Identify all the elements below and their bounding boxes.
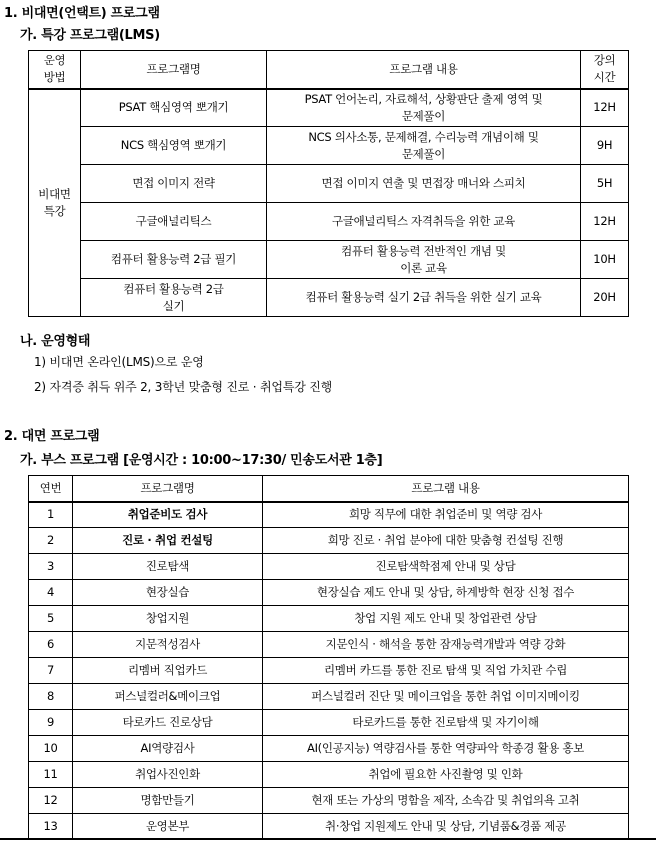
table-header-row bbox=[29, 476, 629, 502]
program-content: 희망 진로 · 취업 분야에 대한 맞춤형 컨설팅 진행 bbox=[263, 528, 629, 554]
table-row bbox=[29, 554, 629, 580]
table-row bbox=[29, 736, 629, 762]
program-hours: 5H bbox=[581, 165, 629, 203]
program-hours: 12H bbox=[581, 89, 629, 127]
list-item: 2) 자격증 취득 위주 2, 3학년 맞춤형 진로 · 취업특강 진행 bbox=[34, 380, 333, 394]
row-number: 3 bbox=[29, 554, 73, 580]
program-content: 진로탐색학점제 안내 및 상담 bbox=[263, 554, 629, 580]
program-content: 희망 직무에 대한 취업준비 및 역량 검사 bbox=[263, 502, 629, 528]
lecture-program-table bbox=[28, 50, 629, 317]
table-row bbox=[29, 528, 629, 554]
program-hours: 9H bbox=[581, 127, 629, 165]
section2-subtitle-a: 가. 부스 프로그램 [운영시간 : 10:00~17:30/ 민송도서관 1층] bbox=[20, 453, 383, 468]
program-name: 운영본부 bbox=[73, 814, 263, 840]
program-name: 면접 이미지 전략 bbox=[81, 165, 267, 203]
table-header-row bbox=[29, 51, 629, 89]
row-number: 6 bbox=[29, 632, 73, 658]
header-hours: 강의 시간 bbox=[581, 51, 629, 89]
program-content: 현재 또는 가상의 명함을 제작, 소속감 및 취업의욕 고취 bbox=[263, 788, 629, 814]
header-no: 연번 bbox=[29, 476, 73, 502]
program-hours: 10H bbox=[581, 241, 629, 279]
program-content: 타로카드를 통한 진로탐색 및 자기이해 bbox=[263, 710, 629, 736]
table-row bbox=[29, 658, 629, 684]
program-name: 진로탐색 bbox=[73, 554, 263, 580]
program-name: AI역량검사 bbox=[73, 736, 263, 762]
program-name: 창업지원 bbox=[73, 606, 263, 632]
header-program-name: 프로그램명 bbox=[81, 51, 267, 89]
row-number: 7 bbox=[29, 658, 73, 684]
table-row bbox=[29, 127, 629, 165]
program-content: 현장실습 제도 안내 및 상담, 하계방학 현장 신청 접수 bbox=[263, 580, 629, 606]
program-name: 컴퓨터 활용능력 2급 실기 bbox=[81, 279, 267, 317]
row-number: 4 bbox=[29, 580, 73, 606]
row-number: 10 bbox=[29, 736, 73, 762]
table-row bbox=[29, 606, 629, 632]
row-number: 2 bbox=[29, 528, 73, 554]
table-row bbox=[29, 165, 629, 203]
program-content: 컴퓨터 활용능력 실기 2급 취득을 위한 실기 교육 bbox=[267, 279, 581, 317]
row-number: 5 bbox=[29, 606, 73, 632]
row-number: 12 bbox=[29, 788, 73, 814]
program-name: 리멤버 직업카드 bbox=[73, 658, 263, 684]
program-name: 퍼스널컬러&메이크업 bbox=[73, 684, 263, 710]
list-item: 1) 비대면 온라인(LMS)으로 운영 bbox=[34, 355, 204, 369]
row-number: 11 bbox=[29, 762, 73, 788]
program-content: AI(인공지능) 역량검사를 통한 역량파악 학종경 활용 홍보 bbox=[263, 736, 629, 762]
booth-program-table bbox=[28, 475, 629, 840]
section1-subtitle-b: 나. 운영형태 bbox=[20, 334, 91, 349]
table-row bbox=[29, 241, 629, 279]
bottom-rule bbox=[0, 838, 656, 840]
table-row bbox=[29, 279, 629, 317]
header-program-content: 프로그램 내용 bbox=[267, 51, 581, 89]
method-cell: 비대면 특강 bbox=[29, 89, 81, 317]
program-name: 취업준비도 검사 bbox=[73, 502, 263, 528]
table-row bbox=[29, 502, 629, 528]
section1-title: 1. 비대면(언택트) 프로그램 bbox=[4, 6, 160, 21]
program-content: 리멤버 카드를 통한 진로 탐색 및 직업 가치관 수립 bbox=[263, 658, 629, 684]
header-program-name: 프로그램명 bbox=[73, 476, 263, 502]
table-row bbox=[29, 684, 629, 710]
table-row bbox=[29, 632, 629, 658]
row-number: 8 bbox=[29, 684, 73, 710]
table-row bbox=[29, 580, 629, 606]
row-number: 13 bbox=[29, 814, 73, 840]
program-name: PSAT 핵심영역 뽀개기 bbox=[81, 89, 267, 127]
program-name: 취업사진인화 bbox=[73, 762, 263, 788]
program-name: 지문적성검사 bbox=[73, 632, 263, 658]
program-hours: 12H bbox=[581, 203, 629, 241]
table-row bbox=[29, 203, 629, 241]
program-hours: 20H bbox=[581, 279, 629, 317]
program-content: NCS 의사소통, 문제해결, 수리능력 개념이해 및 문제풀이 bbox=[267, 127, 581, 165]
program-name: 진로 · 취업 컨설팅 bbox=[73, 528, 263, 554]
program-name: 현장실습 bbox=[73, 580, 263, 606]
row-number: 9 bbox=[29, 710, 73, 736]
header-method: 운영 방법 bbox=[29, 51, 81, 89]
program-name: 명함만들기 bbox=[73, 788, 263, 814]
program-content: 면접 이미지 연출 및 면접장 매너와 스피치 bbox=[267, 165, 581, 203]
program-name: 타로카드 진로상담 bbox=[73, 710, 263, 736]
program-name: 구글애널리틱스 bbox=[81, 203, 267, 241]
program-name: NCS 핵심영역 뽀개기 bbox=[81, 127, 267, 165]
table-row bbox=[29, 762, 629, 788]
program-content: 구글애널리틱스 자격취득을 위한 교육 bbox=[267, 203, 581, 241]
program-content: 창업 지원 제도 안내 및 창업관련 상담 bbox=[263, 606, 629, 632]
program-content: 컴퓨터 활용능력 전반적인 개념 및 이론 교육 bbox=[267, 241, 581, 279]
program-name: 컴퓨터 활용능력 2급 필기 bbox=[81, 241, 267, 279]
table-row bbox=[29, 89, 629, 127]
table-row bbox=[29, 814, 629, 840]
program-content: 퍼스널컬러 진단 및 메이크업을 통한 취업 이미지메이킹 bbox=[263, 684, 629, 710]
header-program-content: 프로그램 내용 bbox=[263, 476, 629, 502]
table-row bbox=[29, 710, 629, 736]
section1-subtitle-a: 가. 특강 프로그램(LMS) bbox=[20, 28, 160, 43]
program-content: 취업에 필요한 사진촬영 및 인화 bbox=[263, 762, 629, 788]
row-number: 1 bbox=[29, 502, 73, 528]
table-row bbox=[29, 788, 629, 814]
section2-title: 2. 대면 프로그램 bbox=[4, 429, 100, 444]
program-content: 취·창업 지원제도 안내 및 상담, 기념품&경품 제공 bbox=[263, 814, 629, 840]
program-content: 지문인식 · 해석을 통한 잠재능력개발과 역량 강화 bbox=[263, 632, 629, 658]
program-content: PSAT 언어논리, 자료해석, 상황판단 출제 영역 및 문제풀이 bbox=[267, 89, 581, 127]
